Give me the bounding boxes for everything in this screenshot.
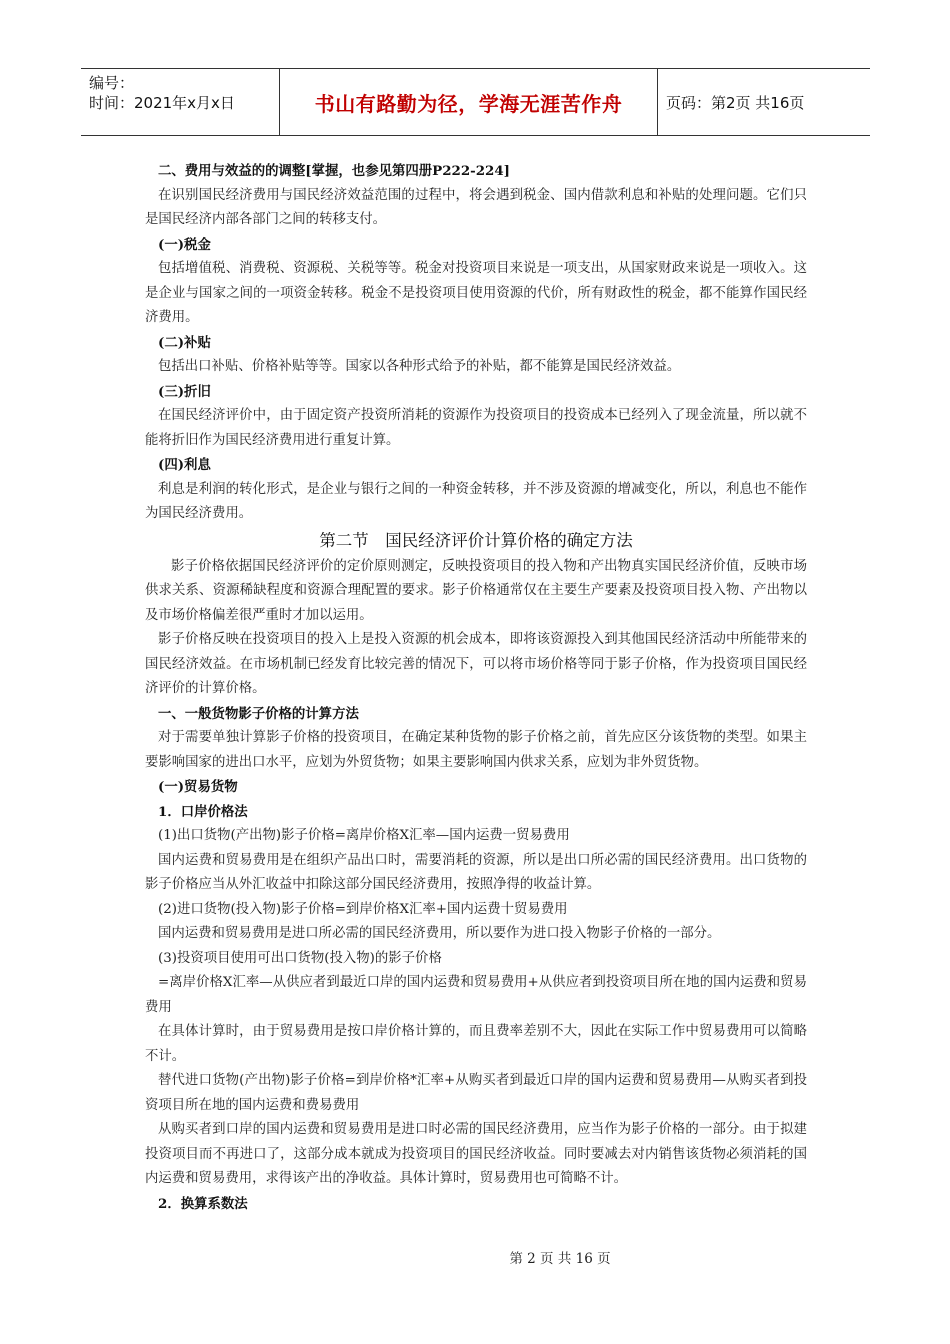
section-heading: (一)税金 [158, 236, 211, 253]
body-paragraph: 利息是利润的转化形式，是企业与银行之间的一种资金转移，并不涉及资源的增减变化，所以，利息也不能作为国民经济费用。 [145, 481, 807, 521]
section-heading: 2．换算系数法 [158, 1195, 248, 1212]
body-paragraph: 在识别国民经济费用与国民经济效益范围的过程中，将会遇到税金、国内借款利息和补贴的处理问题。它们只是国民经济内部各部门之间的转移支付。 [145, 187, 807, 227]
body-paragraph: 替代进口货物(产出物)影子价格=到岸价格*汇率+从购买者到最近口岸的国内运费和贸易费用—从购买者到投资项目所在地的国内运费和费易费用 [145, 1073, 807, 1113]
section-heading: (一)贸易货物 [158, 779, 238, 795]
section-heading: 1．口岸价格法 [158, 803, 248, 820]
document-date-label: 时间：2021年x月x日 [89, 94, 235, 112]
body-paragraph: 从购买者到口岸的国内运费和贸易费用是进口时必需的国民经济费用，应当作为影子价格的一部分。由于拟建投资项目而不再进口了，这部分成本就成为投资项目的国民经济收益。同时要减去对内销售该货物必须消耗的国内运费和贸易费用，求得该产出的净收益。具体计算时，贸易费用也可简略不计。 [145, 1122, 807, 1186]
body-paragraph: 在具体计算时，由于贸易费用是按口岸价格计算的，而且费率差别不大，因此在实际工作中贸易费用可以简略不计。 [145, 1024, 807, 1064]
header-motto: 书山有路勤为径，学海无涯苦作舟 [280, 69, 658, 135]
body-paragraph: 影子价格依据国民经济评价的定价原则测定，反映投资项目的投入物和产出物真实国民经济价值，反映市场供求关系、资源稀缺程度和资源合理配置的要求。影子价格通常仅在主要生产要素及投资项目投入物、产出物以及市场价格偏差很严重时才加以运用。 [145, 558, 807, 623]
body-paragraph: 国内运费和贸易费用是进口所必需的国民经济费用，所以要作为进口投入物影子价格的一部分。 [158, 926, 721, 941]
body-paragraph: 包括出口补贴、价格补贴等等。国家以各种形式给予的补贴，都不能算是国民经济效益。 [158, 359, 681, 374]
body-paragraph: 包括增值税、消费税、资源税、关税等等。税金对投资项目来说是一项支出，从国家财政来说是一项收入。这是企业与国家之间的一项资金转移。税金不是投资项目使用资源的代价，所有财政性的税金，都不能算作国民经济费用。 [145, 261, 807, 325]
body-paragraph: (1)出口货物(产出物)影子价格=离岸价格X汇率—国内运费一贸易费用 [158, 828, 570, 843]
document-header [81, 68, 870, 136]
body-paragraph: =离岸价格X汇率—从供应者到最近口岸的国内运费和贸易费用+从供应者到投资项目所在地的国内运费和贸易费用 [145, 975, 807, 1015]
header-page-info: 页码：第2页 共16页 [666, 93, 805, 112]
header-meta-cell [81, 69, 280, 135]
section-heading: (三)折旧 [158, 383, 211, 400]
document-body [145, 159, 807, 1216]
chapter-section-title: 第二节 国民经济评价计算价格的确定方法 [319, 530, 633, 550]
body-paragraph: (2)进口货物(投入物)影子价格=到岸价格X汇率+国内运费十贸易费用 [158, 901, 568, 917]
body-paragraph: (3)投资项目使用可出口货物(投入物)的影子价格 [158, 950, 442, 966]
body-paragraph: 在国民经济评价中，由于固定资产投资所消耗的资源作为投资项目的投资成本已经列入了现金流量，所以就不能将折旧作为国民经济费用进行重复计算。 [145, 408, 807, 448]
body-paragraph: 影子价格反映在投资项目的投入上是投入资源的机会成本，即将该资源投入到其他国民经济活动中所能带来的国民经济效益。在市场机制已经发育比较完善的情况下，可以将市场价格等同于影子价格，作为投资项目国民经济评价的计算价格。 [145, 632, 807, 696]
section-heading: (二)补贴 [158, 334, 211, 351]
section-heading: 一、一般货物影子价格的计算方法 [158, 705, 359, 722]
section-heading: 二、费用与效益的的调整[掌握，也参见第四册P222-224] [158, 163, 511, 179]
body-paragraph: 对于需要单独计算影子价格的投资项目，在确定某种货物的影子价格之前，首先应区分该货物的类型。如果主要影响国家的进出口水平，应划为外贸货物；如果主要影响国内供求关系，应划为非外贸货物。 [145, 730, 807, 770]
page-footer: 第 2 页 共 16 页 [509, 1251, 611, 1267]
section-heading: (四)利息 [158, 457, 211, 473]
document-number-label: 编号： [89, 74, 135, 92]
body-paragraph: 国内运费和贸易费用是在组织产品出口时，需要消耗的资源，所以是出口所必需的国民经济费用。出口货物的影子价格应当从外汇收益中扣除这部分国民经济费用，按照净得的收益计算。 [145, 852, 807, 892]
